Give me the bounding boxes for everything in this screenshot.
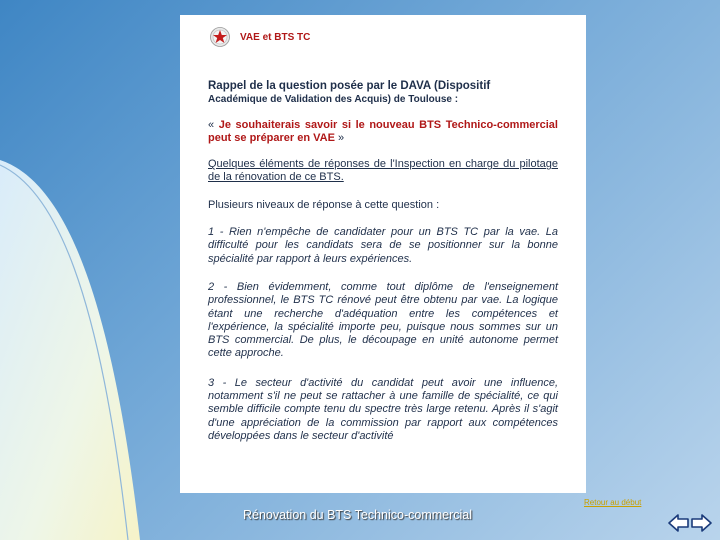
question-text: Je souhaiterais savoir si le nouveau BTS Technico-commercial peut se préparer en VAE [208, 118, 558, 144]
answer-2: 2 - Bien évidemment, comme tout diplôme de l'enseignement professionnel, le BTS TC rénové peut être obtenu par vae. La logique étant une recherche d'adéquation entre les compétences et l'expérience, la spécialité importe peu, puisque nous sommes sur un BTS commercial. De plus, le découpage en unité autonome permet cette approche. [208, 280, 558, 360]
intro-heading [208, 80, 558, 107]
footer-title: Rénovation du BTS Technico-commercial [243, 508, 473, 522]
question-quote [208, 119, 558, 146]
arrow-right-icon[interactable] [690, 514, 712, 532]
answer-3: 3 - Le secteur d'activité du candidat peut avoir une influence, notamment s'il ne peut se rattacher à une famille de spécialité, ce qui semble difficile compte tenu du spectre très large retenu. Après il s'agit d'une appréciation de la commission par rapport aux compétences développées dans le secteur d'activité [208, 376, 558, 442]
document-page [180, 15, 586, 493]
elements-heading: Quelques éléments de réponses de l'Inspection en charge du pilotage de la rénovation de ce BTS. [208, 158, 558, 184]
quote-open: « [208, 118, 215, 131]
arrow-left-icon[interactable] [668, 514, 690, 532]
header-title: VAE et BTS TC [240, 31, 311, 43]
star-seal-icon [210, 27, 230, 47]
intro-line: Rappel de la question posée par le DAVA (Dispositif [208, 80, 491, 92]
quote-close: » [338, 131, 345, 144]
answer-1: 1 - Rien n'empêche de candidater pour un BTS TC par la vae. La difficulté pour les candidats sera de se positionner sur la bonne spécialité par rapport à leurs expériences. [208, 226, 558, 265]
levels-intro: Plusieurs niveaux de réponse à cette question : [208, 198, 440, 211]
intro-subline: Académique de Validation des Acquis) de Toulouse : [208, 94, 459, 106]
page-header [210, 25, 558, 49]
back-to-start-link[interactable]: Retour au début [584, 498, 642, 507]
